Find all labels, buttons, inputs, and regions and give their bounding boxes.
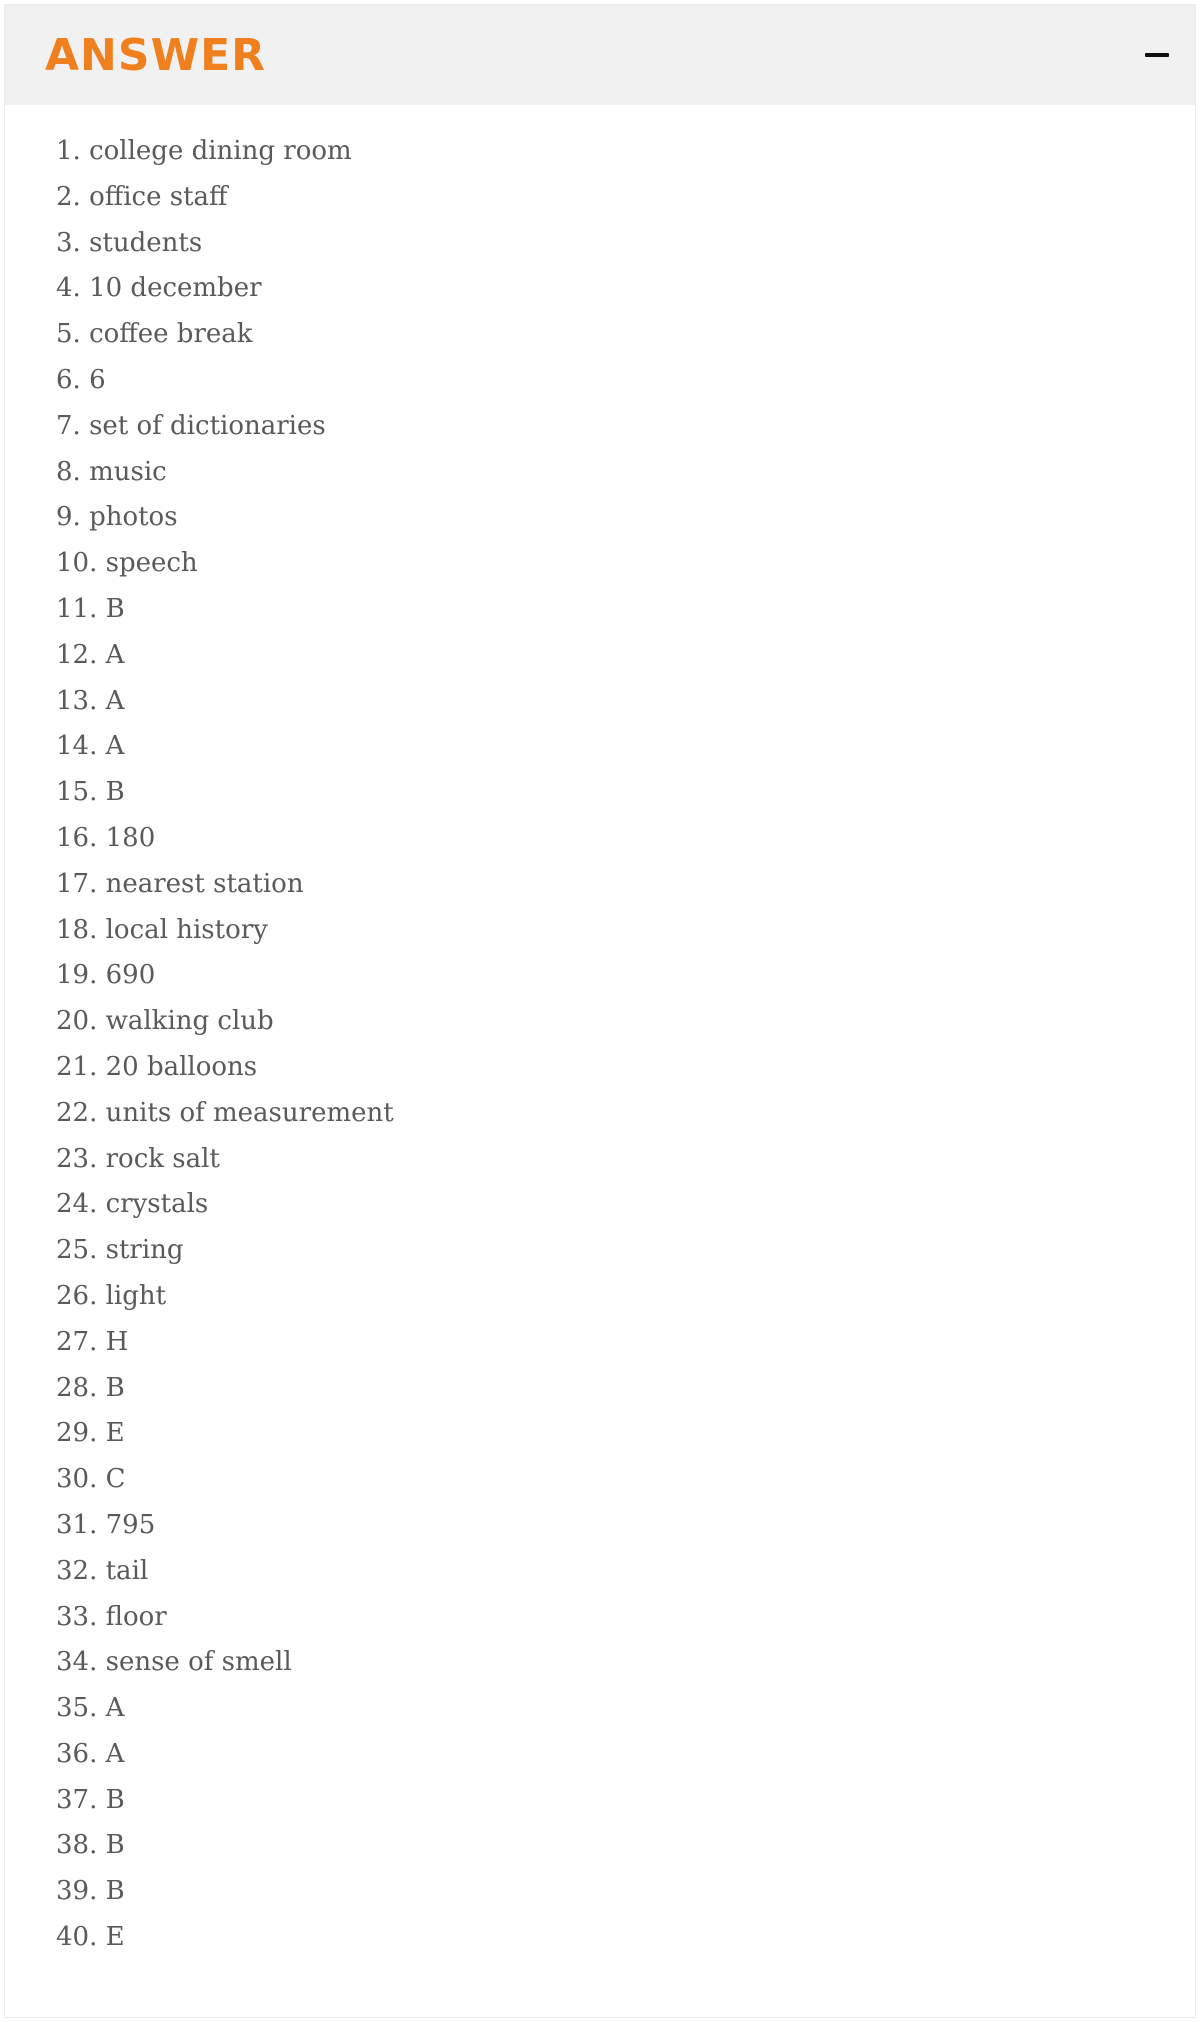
answer-item: 7. set of dictionaries [56,410,326,441]
answer-item: 1. college dining room [56,136,352,166]
answer-item: 29. E [56,1418,125,1449]
answer-item: 14. A [56,731,125,762]
answer-item: 6. 6 [56,364,106,395]
answer-item: 37. B [56,1784,125,1815]
answer-item: 21. 20 balloons [56,1051,258,1082]
answer-item: 40. E [56,1922,125,1953]
answer-item: 30. C [56,1464,126,1495]
answer-item: 31. 795 [56,1509,156,1540]
answer-item: 23. rock salt [56,1143,220,1174]
answer-item: 3. students [56,227,203,258]
answer-item: 2. office staff [56,181,228,212]
answer-item: 18. local history [56,914,268,945]
answer-item: 25. string [56,1235,184,1266]
answer-item: 24. crystals [56,1189,209,1220]
answer-item: 17. nearest station [56,868,304,899]
answer-item: 39. B [56,1876,125,1907]
answer-accordion [4,4,1196,2018]
answer-item: 26. light [56,1280,167,1311]
answer-item: 12. A [56,639,125,670]
answer-item: 33. floor [56,1601,167,1632]
accordion-title: ANSWER [45,29,267,81]
answer-item: 11. B [56,593,125,624]
answer-item: 22. units of measurement [56,1097,394,1128]
answer-item: 8. music [56,456,167,487]
answer-item: 10. speech [56,548,198,579]
answer-item: 20. walking club [56,1006,274,1037]
answer-item: 34. sense of smell [56,1647,292,1678]
answer-item: 9. photos [56,502,178,533]
minus-icon[interactable] [1135,33,1179,77]
answer-item: 27. H [56,1326,129,1357]
accordion-header[interactable] [5,5,1195,105]
answer-item: 19. 690 [56,960,156,991]
answer-item: 36. A [56,1738,125,1769]
accordion-body [5,105,1195,1961]
answer-item: 5. coffee break [56,319,253,350]
answer-item: 28. B [56,1372,125,1403]
answer-list [56,129,1195,1961]
answer-item: 4. 10 december [56,273,262,304]
answer-item: 35. A [56,1693,125,1724]
answer-item: 13. A [56,685,125,716]
answer-item: 38. B [56,1830,125,1861]
answer-item: 16. 180 [56,822,156,853]
answer-item: 32. tail [56,1555,149,1586]
answer-item: 15. B [56,777,125,808]
minus-bar [1145,53,1169,57]
